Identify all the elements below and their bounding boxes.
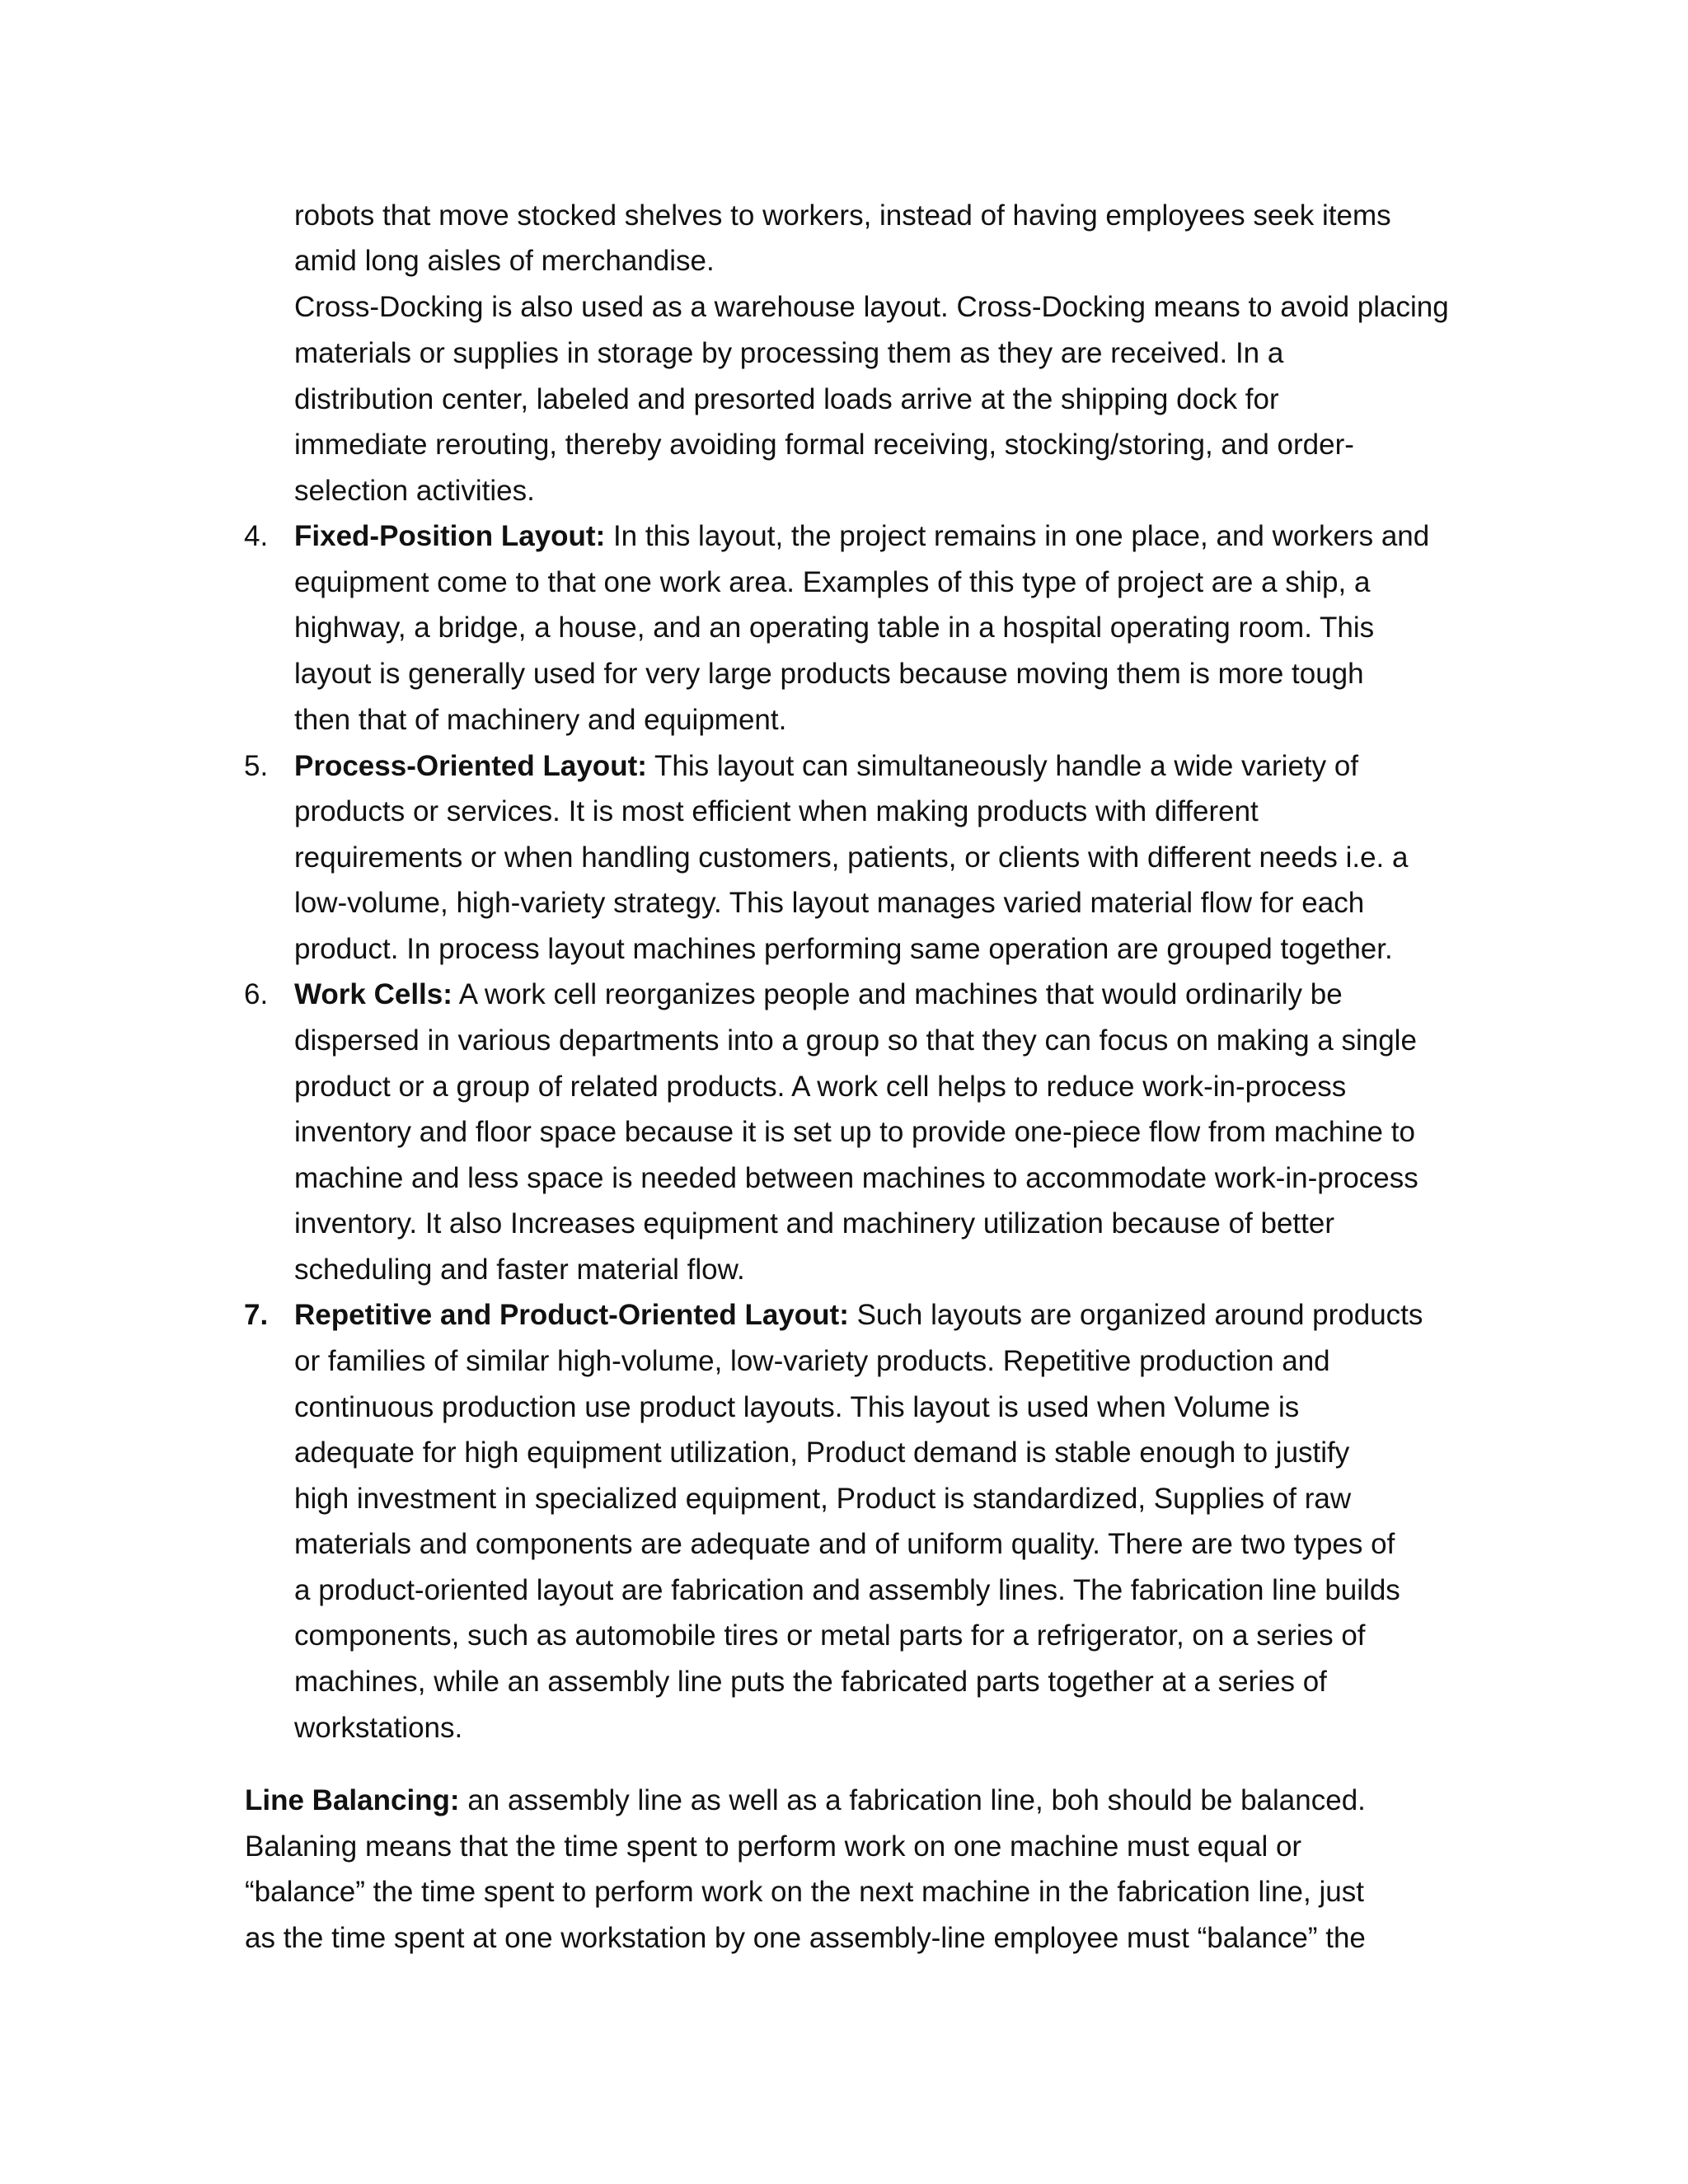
text-line: materials and components are adequate and of uniform quality. There are two types of — [294, 1528, 1395, 1560]
text-line: inventory. It also Increases equipment and machinery utilization because of better — [294, 1207, 1334, 1240]
text-line: immediate rerouting, thereby avoiding formal receiving, stocking/storing, and order- — [294, 429, 1354, 461]
list-item-first-line — [294, 748, 1358, 785]
text-line: components, such as automobile tires or metal parts for a refrigerator, on a series of — [294, 1619, 1366, 1652]
text-line: amid long aisles of merchandise. — [294, 245, 715, 277]
list-item-first-line — [294, 977, 1343, 1013]
text-line: machines, while an assembly line puts the fabricated parts together at a series of — [294, 1666, 1327, 1698]
list-item-text: In this layout, the project remains in one place, and workers and — [605, 520, 1430, 552]
text-line: machine and less space is needed between machines to accommodate work-in-process — [294, 1162, 1418, 1194]
text-line: layout is generally used for very large products because moving them is more tough — [294, 658, 1364, 690]
text-line: low-volume, high-variety strategy. This layout manages varied material flow for each — [294, 887, 1365, 919]
text-line: dispersed in various departments into a group so that they can focus on making a single — [294, 1024, 1417, 1057]
text-line: scheduling and faster material flow. — [294, 1254, 745, 1286]
list-number: 5. — [244, 750, 269, 782]
text-line: robots that move stocked shelves to workers, instead of having employees seek items — [294, 199, 1391, 232]
list-item-text: A work cell reorganizes people and machines that would ordinarily be — [452, 978, 1343, 1010]
list-item-text: Such layouts are organized around products — [848, 1299, 1423, 1331]
text-line: then that of machinery and equipment. — [294, 704, 787, 736]
text-line: materials or supplies in storage by processing them as they are received. In a — [294, 337, 1284, 369]
text-line: highway, a bridge, a house, and an operating table in a hospital operating room. This — [294, 612, 1375, 644]
text-line: Cross-Docking is also used as a warehouse layout. Cross-Docking means to avoid placing — [294, 291, 1449, 323]
paragraph-title: Line Balancing: — [245, 1784, 460, 1816]
text-line: product or a group of related products. A work cell helps to reduce work-in-process — [294, 1071, 1347, 1103]
list-item-title: Work Cells: — [294, 978, 452, 1010]
list-number: 4. — [244, 520, 269, 552]
list-item-first-line — [294, 1297, 1423, 1333]
paragraph-first-line — [245, 1783, 1366, 1819]
list-number: 6. — [244, 978, 269, 1010]
text-line: “balance” the time spent to perform work on the next machine in the fabrication line, just — [245, 1876, 1364, 1908]
text-line: continuous production use product layouts. This layout is used when Volume is — [294, 1391, 1300, 1423]
list-item-first-line — [294, 518, 1429, 555]
text-line: workstations. — [294, 1712, 463, 1744]
list-item-title: Process-Oriented Layout: — [294, 750, 647, 782]
list-item-title: Repetitive and Product-Oriented Layout: — [294, 1299, 849, 1331]
text-line: adequate for high equipment utilization, Product demand is stable enough to justify — [294, 1436, 1350, 1469]
text-line: or families of similar high-volume, low-variety products. Repetitive production and — [294, 1345, 1330, 1377]
text-line: Balaning means that the time spent to perform work on one machine must equal or — [245, 1830, 1302, 1863]
text-line: selection activities. — [294, 475, 535, 507]
list-number: 7. — [244, 1299, 269, 1331]
list-item-text: This layout can simultaneously handle a wide variety of — [646, 750, 1359, 782]
text-line: as the time spent at one workstation by one assembly-line employee must “balance” the — [245, 1922, 1366, 1954]
text-line: products or services. It is most efficient when making products with different — [294, 795, 1259, 827]
text-line: inventory and floor space because it is set up to provide one-piece flow from machine to — [294, 1116, 1415, 1148]
text-line: distribution center, labeled and presorted loads arrive at the shipping dock for — [294, 383, 1279, 415]
paragraph-text: an assembly line as well as a fabrication line, boh should be balanced. — [459, 1784, 1366, 1816]
list-item-title: Fixed-Position Layout: — [294, 520, 606, 552]
text-line: requirements or when handling customers, patients, or clients with different needs i.e. a — [294, 841, 1409, 874]
text-line: equipment come to that one work area. Examples of this type of project are a ship, a — [294, 566, 1371, 598]
text-line: a product-oriented layout are fabrication and assembly lines. The fabrication line builds — [294, 1574, 1400, 1606]
text-line: product. In process layout machines performing same operation are grouped together. — [294, 933, 1393, 965]
text-line: high investment in specialized equipment, Product is standardized, Supplies of raw — [294, 1483, 1352, 1515]
